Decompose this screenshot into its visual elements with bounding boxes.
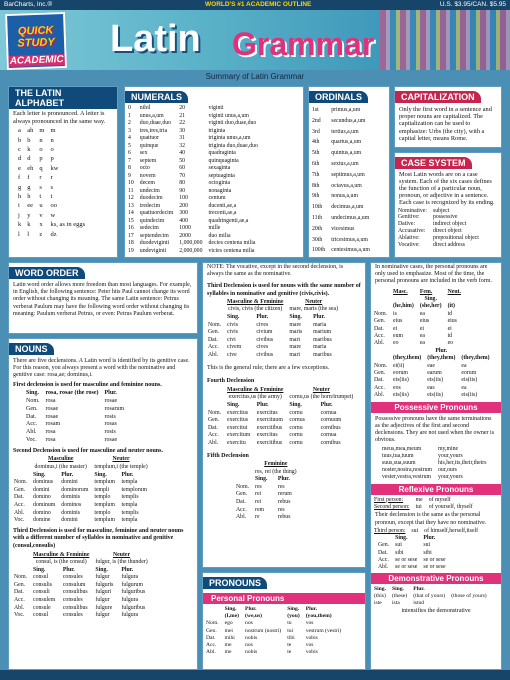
alphabet-box	[8, 86, 118, 258]
numeral-row: 11 undecim 90 nonaginta	[128, 187, 232, 194]
alphabet-row: a ah m m	[18, 127, 56, 135]
third-declension-label-2: Third Declension is used for nouns with the same number of syllables in nominative and genitive (civis,civis).	[207, 283, 361, 297]
possessive-table	[379, 446, 490, 482]
noun-row: Abl. rosa rosis	[26, 429, 116, 436]
possessive-row: vester,vestra,vestrum your,yours	[382, 474, 463, 481]
noun-row: Dat. rosae rosis	[26, 413, 116, 420]
top-bar	[0, 0, 510, 10]
ordinal-row: 2nd secundus,a,um	[312, 117, 366, 124]
third-person-box	[370, 262, 502, 670]
noun-row: Acc. rem res	[236, 506, 285, 513]
numeral-row: 18 duodeviginti 1,000,000 decies centena milia	[128, 240, 256, 246]
reflexive-first-second: First person: me of myself Second person: tui of yourself, thyself	[374, 496, 473, 510]
reflexive-table: Sing. Plur. Gen. sui sui Dat. sibi sibi Acc. se or sese se or sese Abl. se or sese se or sese	[375, 535, 449, 571]
quickstudy-logo: QUICK STUDY ACADEMIC	[5, 12, 67, 70]
noun-row: Gen. exercitus exercituum cornus cornuum	[208, 417, 342, 424]
numerals-table	[125, 105, 261, 255]
vocative-note: NOTE: The vocative, except in the second declension, is always the same as the nominative.	[207, 264, 344, 278]
ordinal-row: 3rd tertius,a,um	[312, 128, 359, 135]
capitalization-text: Only the first word in a sentence and proper nouns are capitalized. The capitalization can be used to emphasize: Urbs (the city), with a capital letter, means Rome.	[399, 106, 492, 142]
demonstrative-table: Sing. Sing. Plur. (this) (these) (that of yours) (those of yours) iste ista istud	[374, 586, 487, 607]
numeral-row: 2 duo,duae,duo 22 viginti duo,duae,duo	[128, 120, 257, 126]
pronoun-row: Abl. eo ea eo	[374, 340, 454, 347]
price: U.S. $3.95/CAN. $5.95	[439, 1, 506, 8]
noun-row: Acc. rosam rosas	[26, 421, 117, 428]
reflexive-row: Abl. se or sese se or sese	[378, 563, 446, 570]
third-person-plural-table: Plur. (they,them) (they,them) (they,them) Nom. ei(ii) eae ea Gen. eorum earum eorum Dat. eis(iis) eis(iis) eis(iis) Acc. eos eas ea Abl. eis(iis) eis(iis) eis(iis)	[371, 348, 493, 400]
nouns-heading: NOUNS	[9, 343, 54, 355]
case-system-heading: CASE SYSTEM	[395, 157, 472, 169]
capitalization-box	[394, 86, 502, 148]
title-banner	[0, 10, 510, 70]
title-grammar: Grammar	[232, 26, 375, 62]
ordinal-row: 7th septimus,a,um	[312, 171, 365, 178]
numeral-row: 12 duodecim 100 centum	[128, 195, 226, 201]
noun-row: Abl. exercitu exercitibus cornu cornibus	[208, 439, 341, 446]
numeral-row: 4 quattuor 31 triginta unus,a,um	[128, 135, 251, 141]
alphabet-table	[15, 126, 88, 239]
pronoun-row: Nom. ei(ii) eae ea	[374, 362, 467, 369]
fourth-declension-table: Masculine & Feminine Neuter exercitus,us (the army) cornu,us (the horn/trumpet) Sing. Plur. Sing. Plur. Nom. exercitus exercitus cornu cornua Gen. exercitus exercituum cornus cornuum Dat. exercitui exercitibus cornu cornibus Acc. exercitum exercitus cornu cornua Abl. exercitu exercitibus cornu cornibus	[205, 387, 356, 448]
third-declension-table: Masculine & Feminine Neuter consul, is (the consul) fulgur, is (the thunder) Sing. Plur. Sing. Plur. Nom. consul consules fulgur fulgura Gen. consulis consulum fulguris fulgurum Dat. consuli consulibus fulguri fulguribus Acc. consulem consules fulgur fulgura Abl. consule consulibus fulgure fulguribus Voc. consul consules fulgur fulgura	[11, 552, 151, 620]
demonstrative-pronouns-heading: Demonstrative Pronouns	[371, 573, 501, 584]
third-person-intro: In nominative cases, the personal pronouns are only used to emphasize. Most of the time, the personal pronouns are included in the verb form.	[375, 264, 492, 285]
reflexive-row: Acc. se or sese se or sese	[378, 556, 446, 563]
pronoun-row: Gen. eorum earum eorum	[374, 370, 477, 377]
alphabet-row: d d p p	[18, 155, 54, 163]
capitalization-heading: CAPITALIZATION	[395, 91, 481, 103]
alphabet-row: b b n n	[18, 136, 54, 144]
ordinal-row: 20th vicesimus	[312, 225, 355, 232]
noun-row: Dat. consuli consulibus fulguri fulguribus	[14, 589, 146, 596]
alphabet-row: i ee u oo	[18, 202, 57, 210]
page-subtitle: Summary of Latin Grammar	[205, 72, 305, 81]
word-order-heading: WORD ORDER	[9, 267, 85, 279]
noun-row: Acc. consulem consules fulgur fulgura	[14, 597, 139, 604]
ordinal-row: 30th tricesimus,a,um	[312, 236, 368, 243]
reflexive-row: Dat. sibi sibi	[378, 549, 432, 556]
fifth-declension-table: Feminine res, rei (the thing) Sing. Plur. Nom. res res Gen. rei rerum Dat. rei rebus Acc. rem res Abl. re rebus	[233, 461, 300, 522]
numeral-row: 17 septendecim 2000 duo milia	[128, 232, 231, 239]
reflexive-third: Third person: sui of himself,herself,itself	[374, 527, 479, 534]
tagline: WORLD'S #1 ACADEMIC OUTLINE	[205, 1, 312, 8]
alphabet-heading: THE LATIN ALPHABET	[9, 87, 117, 109]
fourth-declension-label: Fourth Declension	[207, 378, 255, 385]
ordinal-row: 6th sextus,a,um	[312, 160, 359, 167]
possessive-row: tuus,tua,tuum your,yours	[382, 452, 463, 459]
second-declension-table: Masculine Neuter dominus,i (the master) templum,i (the temple) Sing. Plur. Sing. Plur. Nom. dominus domini templum templa Gen. domini dominorum templi templorum Dat. domino dominis templo templis Acc. dominum dominos templum templa Abl. domino dominis templo templis Voc. domine domini templum templa	[11, 456, 151, 524]
case-row: Genitive: possessive	[398, 214, 458, 221]
alphabet-row: e eh q kw	[18, 164, 59, 172]
ordinal-row: 1st primus,a,um	[312, 107, 361, 113]
pronoun-row: Abl. eis(iis) eis(iis) eis(iis)	[374, 392, 478, 399]
alphabet-intro: Each letter is pronounced. A letter is always pronounced in the same way.	[13, 110, 106, 125]
nouns-intro: There are five declensions. A Latin word is identified by its genitive case. For this reason, you always present a word with the nominative and genitive case: rosa,ae; dominus,i.	[13, 358, 190, 379]
alphabet-row: g g s s	[18, 183, 53, 191]
ordinal-row: 8th octavus,a,um	[312, 182, 362, 189]
demonstrative-note: intensifies the demonstrative	[401, 608, 471, 615]
noun-row: Nom. res res	[236, 483, 285, 490]
pronoun-row: Acc. eum ea id	[374, 333, 453, 340]
pronoun-row: Dat. ei ei ei	[374, 325, 452, 332]
ordinal-row: 9th nonus,a,um	[312, 193, 358, 200]
possessive-pronouns-heading: Possessive Pronouns	[371, 402, 501, 413]
pronoun-row: Dat. eis(iis) eis(iis) eis(iis)	[374, 377, 478, 384]
case-row: Accusative: direct object	[398, 227, 462, 234]
noun-row: Abl. consule consulibus fulgure fulguribus	[14, 604, 146, 611]
pronoun-row: Gen. mei nostrum (nostri) tui vestrum (vestri)	[206, 627, 342, 634]
numeral-row: 9 novem 70 septuaginta	[128, 172, 235, 179]
numeral-row: 0 nihil 20 viginti	[128, 105, 224, 111]
numerals-box	[124, 86, 304, 258]
noun-row: Nom. rosa rosae	[26, 398, 118, 404]
alphabet-row: k k x ks, as in eggs	[18, 221, 86, 229]
ordinal-row: 4th quartus,a,um	[312, 139, 362, 146]
reflexive-row: Gen. sui sui	[378, 542, 431, 549]
noun-row: Gen. civis civium maris marium	[208, 329, 332, 336]
possessive-text: Possessive pronouns have the same terminations as the adjectives of the first and second declensions. They are not used when the owner is obvious.	[375, 415, 495, 444]
noun-row: Acc. dominum dominos templum templa	[14, 501, 138, 508]
ordinal-row: 10th decimus,a,um	[312, 204, 364, 211]
numeral-row: 15 quindecim 400 quadringenti,ae,a	[128, 217, 249, 224]
decorative-stripes	[380, 10, 510, 70]
case-row: Nominative: subject	[398, 207, 450, 214]
numeral-row: 6 sex 40 quadraginta	[128, 150, 236, 156]
alphabet-row: j y v w	[18, 211, 56, 219]
possessive-row: suus,sua,suum his,her,its,their,theirs	[382, 459, 487, 466]
numeral-row: 13 tredecim 200 ducenti,ae,a	[128, 202, 237, 209]
bottom-bar	[0, 670, 510, 680]
pronoun-row: Gen. eius eius eius	[374, 318, 457, 325]
possessive-row: noster,nostra,nostrum our,ours	[382, 467, 457, 474]
ordinal-row: 100th centesimus,a,um	[312, 247, 370, 254]
alphabet-row: l l z dz	[18, 230, 57, 238]
first-declension-table: Sing. rosa, rosae (the rose) Plur. Nom. rosa rosae Gen. rosae rosarum Dat. rosae rosis Acc. rosam rosas Abl. rosa rosis Voc. rosa rosae	[23, 390, 127, 445]
personal-pronouns-table: Sing. Plur. Sing. Plur. (I,me) (we,us) (you) (you,them) Nom. ego nos tu vos Gen. mei nostrum (nostri) tui vestrum (vestri) Dat. mihi nobis tibi vobis Acc. me nos te vos Abl. me nobis te vobis	[203, 606, 344, 656]
case-system-table	[395, 208, 482, 249]
second-declension-label: Second Declension is used for masculine and neuter nouns.	[13, 447, 163, 454]
noun-row: Nom. consul consules fulgur fulgura	[14, 574, 139, 581]
word-order-box	[8, 262, 198, 334]
noun-row: Abl. re rebus	[236, 514, 291, 521]
case-system-box	[394, 152, 502, 258]
declensions-continued-box	[202, 262, 366, 568]
numeral-row: 14 quattuordecim 300 trecenti,ae,a	[128, 210, 237, 216]
numeral-row: 16 sedecim 1000 mille	[128, 225, 221, 231]
pronoun-row: Nom. ego nos tu vos	[206, 620, 314, 627]
numerals-heading: NUMERALS	[125, 91, 188, 103]
noun-row: Voc. domine domini templum templa	[14, 517, 138, 524]
numeral-row: 1 unus,a,um 21 viginti unus,a,um	[128, 112, 249, 119]
alphabet-row: f f r r	[18, 174, 53, 182]
ordinals-table	[309, 105, 373, 256]
pronoun-row: Nom. is ea id	[374, 310, 453, 317]
noun-row: Gen. consulis consulum fulguris fulgurum	[14, 581, 143, 588]
noun-row: Nom. dominus domini templum templa	[14, 479, 138, 486]
noun-row: Nom. exercitus exercitus cornu cornua	[208, 409, 337, 416]
pronoun-row: Acc. eos eas ea	[374, 384, 467, 391]
noun-row: Dat. domino dominis templo templis	[14, 494, 139, 501]
noun-row: Voc. rosa rosae	[26, 436, 118, 443]
third-declension-label: Third Declension is used for masculine, feminine and neuter nouns with a different number of syllables in nominative and genitive (consul,consulis)	[13, 527, 184, 549]
noun-row: Voc. consul consules fulgur fulgura	[14, 612, 139, 619]
pronoun-row: Dat. mihi nobis tibi vobis	[206, 634, 318, 641]
third-declension-table-2: Masculine & Feminine Neuter civis, civis (the citizen) mare, maris (the sea) Sing. Plur. Sing. Plur. Nom. civis cives mare maria Gen. civis civium maris marium Dat. civi civibus mari maribus Acc. civem cives mare maria Abl. cive civibus mari maribus	[205, 299, 341, 360]
noun-row: Gen. rei rerum	[236, 491, 292, 498]
noun-row: Dat. exercitui exercitibus cornu cornibus	[208, 424, 341, 431]
noun-row: Dat. civi civibus mari maribus	[208, 336, 332, 343]
title-latin: Latin	[110, 18, 201, 60]
numeral-row: 10 decem 80 octoginta	[128, 180, 231, 186]
publisher: BarCharts, Inc.®	[4, 1, 53, 8]
case-row: Dative: indirect object	[398, 221, 467, 228]
numeral-row: 7 septem 50 quinquaginta	[128, 157, 239, 164]
noun-row: Gen. rosae rosarum	[26, 405, 125, 412]
nouns-box	[8, 338, 198, 670]
noun-row: Abl. cive civibus mari maribus	[208, 351, 332, 358]
general-rule: This is the general rule; there are a few exceptions.	[207, 364, 330, 371]
noun-row: Abl. domino dominis templo templis	[14, 509, 139, 516]
fifth-declension-label: Fifth Declension	[207, 452, 249, 459]
alphabet-row: h h t t	[18, 193, 53, 201]
pronoun-row: Acc. me nos te vos	[206, 642, 314, 649]
ordinal-row: 5th quintus,a,um	[312, 150, 362, 157]
noun-row: Acc. civem cives mare maria	[208, 344, 327, 351]
third-person-singular-table: Masc. Fem. Neut. Sing. (he,him) (she,her) (it) Nom. is ea id Gen. eius eius eius Dat. ei ei ei Acc. eum ea id Abl. eo ea eo	[371, 289, 464, 348]
reflexive-text: Their declension is the same as the personal pronoun, except that they have no nominative.	[375, 512, 487, 526]
numeral-row: 5 quinque 32 triginta duo,duae,duo	[128, 142, 258, 149]
ordinals-box	[308, 86, 390, 258]
noun-row: Gen. domini dominorum templi templorum	[14, 486, 147, 493]
numeral-row: 8 octo 60 sexaginta	[128, 165, 231, 171]
first-declension-label: First declension is used for masculine and feminine nouns.	[13, 381, 162, 388]
alphabet-row: c k o o	[18, 146, 54, 153]
noun-row: Acc. exercitum exercitus cornu cornua	[208, 432, 337, 439]
noun-row: Nom. civis cives mare maria	[208, 321, 327, 328]
case-row: Ablative: prepositional object	[398, 234, 479, 241]
noun-row: Dat. rei rebus	[236, 499, 291, 506]
pronouns-heading: PRONOUNS	[203, 577, 267, 589]
numeral-row: 19 undeviginti 2,000,000 vicies centena milia	[128, 247, 255, 254]
ordinal-row: 11th undecimus,a,um	[312, 214, 370, 221]
numeral-row: 3 tres,tres,tria 30 triginta	[128, 127, 226, 134]
pronoun-row: Abl. me nobis te vobis	[206, 649, 318, 656]
reflexive-pronouns-heading: Reflexive Pronouns	[371, 484, 501, 495]
pronouns-box	[202, 572, 366, 670]
ordinals-heading: ORDINALS	[309, 91, 368, 103]
personal-pronouns-heading: Personal Pronouns	[203, 593, 365, 604]
case-system-text: Most Latin words are on a case system. Each of the six cases defines the function of a particular noun, pronoun, or adjective in a sentence. Each case is recognized by its ending.	[399, 171, 495, 206]
possessive-row: meus,mea,meum my,mine	[382, 445, 459, 452]
word-order-text: Latin word order allows more freedom than most languages. For example, in English, the following sentence: Peter hits Paul cannot change its word order without changing its meaning. The same Latin sentence: Petrus verberat Paulum may have the following word order without changing its meaning: Paulum verberat Petrus, or even: Petrus Paulum verberat.	[13, 282, 192, 317]
case-row: Vocative: direct address	[398, 241, 466, 248]
